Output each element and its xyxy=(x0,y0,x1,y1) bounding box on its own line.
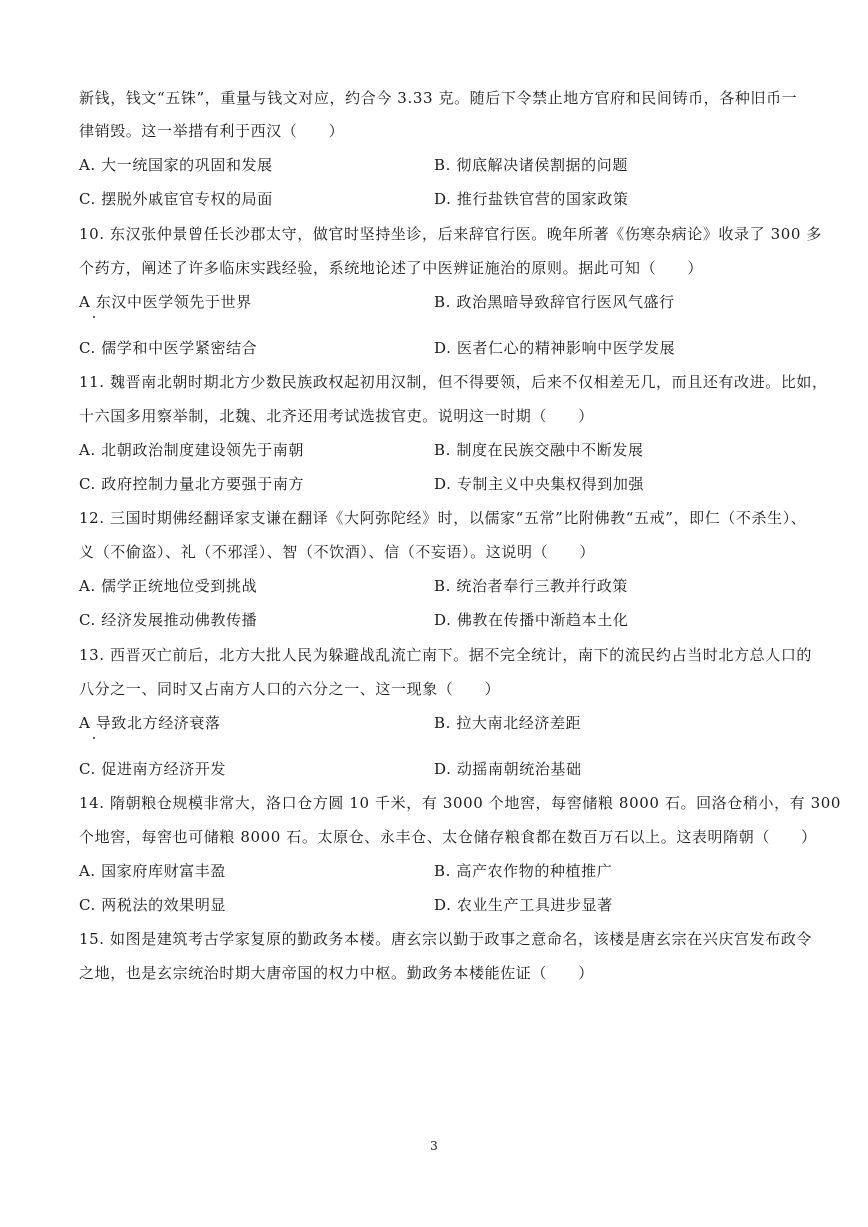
q14-option-c: C. 两税法的效果明显 xyxy=(79,896,227,914)
q11-stem-line-2: 十六国多用察举制，北魏、北齐还用考试选拔官吏。说明这一时期（ ） xyxy=(79,407,594,425)
q10-stem-line-2: 个药方，阐述了许多临床实践经验，系统地论述了中医辨证施治的原则。据此可知（ ） xyxy=(79,259,704,277)
scan-dot-mark xyxy=(93,316,95,318)
q9-option-a: A. 大一统国家的巩固和发展 xyxy=(79,156,273,174)
q10-option-a: A 东汉中医学领先于世界 xyxy=(79,293,252,311)
q14-stem-line-2: 个地窖，每窖也可储粮 8000 石。太原仓、永丰仓、太仓储存粮食都在数百万石以上。这表明隋朝（ ） xyxy=(79,828,817,846)
q14-option-a: A. 国家府库财富丰盈 xyxy=(79,862,226,880)
page-number: 3 xyxy=(430,1139,438,1153)
q13-option-b: B. 拉大南北经济差距 xyxy=(434,714,582,732)
scan-dot-mark xyxy=(93,737,95,739)
q12-option-b: B. 统治者奉行三教并行政策 xyxy=(434,577,628,595)
q13-option-a: A 导致北方经济衰落 xyxy=(79,714,221,732)
q11-option-d: D. 专制主义中央集权得到加强 xyxy=(434,475,645,493)
q9-stem-line-1: 新钱，钱文“五铢”，重量与钱文对应，约合今 3.33 克。随后下令禁止地方官府和民间铸币，各种旧币一 xyxy=(79,89,798,107)
q15-stem-line-1: 15. 如图是建筑考古学家复原的勤政务本楼。唐玄宗以勤于政事之意命名，该楼是唐玄宗在兴庆宫发布政令 xyxy=(79,930,813,948)
q12-option-d: D. 佛教在传播中渐趋本土化 xyxy=(434,611,629,629)
q12-option-c: C. 经济发展推动佛教传播 xyxy=(79,611,258,629)
q11-option-c: C. 政府控制力量北方要强于南方 xyxy=(79,475,305,493)
q10-option-b: B. 政治黑暗导致辞官行医风气盛行 xyxy=(434,293,675,311)
q13-option-d: D. 动摇南朝统治基础 xyxy=(434,760,582,778)
q13-stem-line-1: 13. 西晋灭亡前后，北方大批人民为躲避战乱流亡南下。据不完全统计，南下的流民约占当时北方总人口的 xyxy=(79,646,813,664)
q9-option-c: C. 摆脱外戚宦官专权的局面 xyxy=(79,190,273,208)
q10-option-d: D. 医者仁心的精神影响中医学发展 xyxy=(434,339,676,357)
q15-stem-line-2: 之地，也是玄宗统治时期大唐帝国的权力中枢。勤政务本楼能佐证（ ） xyxy=(79,964,594,982)
q12-stem-line-1: 12. 三国时期佛经翻译家支谦在翻译《大阿弥陀经》时，以儒家“五常”比附佛教“五戒”，即仁（不杀生）、 xyxy=(79,509,807,527)
q9-option-b: B. 彻底解决诸侯割据的问题 xyxy=(434,156,628,174)
q11-option-b: B. 制度在民族交融中不断发展 xyxy=(434,441,644,459)
q11-option-a: A. 北朝政治制度建设领先于南朝 xyxy=(79,441,304,459)
q10-stem-line-1: 10. 东汉张仲景曾任长沙郡太守，做官时坚持坐诊，后来辞官行医。晚年所著《伤寒杂病论》收录了 300 多 xyxy=(79,225,822,243)
q12-option-a: A. 儒学正统地位受到挑战 xyxy=(79,577,258,595)
q13-stem-line-2: 八分之一、同时又占南方人口的六分之一、这一现象（ ） xyxy=(79,680,501,698)
q9-stem-line-2: 律销毁。这一举措有利于西汉（ ） xyxy=(79,122,345,140)
q14-option-d: D. 农业生产工具进步显著 xyxy=(434,896,613,914)
q11-stem-line-1: 11. 魏晋南北朝时期北方少数民族政权起初用汉制，但不得要领，后来不仅相差无几，而且还有改进。比如， xyxy=(79,373,828,391)
q14-option-b: B. 高产农作物的种植推广 xyxy=(434,862,613,880)
q13-option-c: C. 促进南方经济开发 xyxy=(79,760,227,778)
q10-option-c: C. 儒学和中医学紧密结合 xyxy=(79,339,258,357)
q9-option-d: D. 推行盐铁官营的国家政策 xyxy=(434,190,629,208)
q14-stem-line-1: 14. 隋朝粮仓规模非常大，洛口仓方圆 10 千米，有 3000 个地窖，每窖储粮 8000 石。回洛仓稍小，有 300 xyxy=(79,794,842,812)
q12-stem-line-2: 义（不偷盗）、礼（不邪淫）、智（不饮酒）、信（不妄语）。这说明（ ） xyxy=(79,543,596,561)
